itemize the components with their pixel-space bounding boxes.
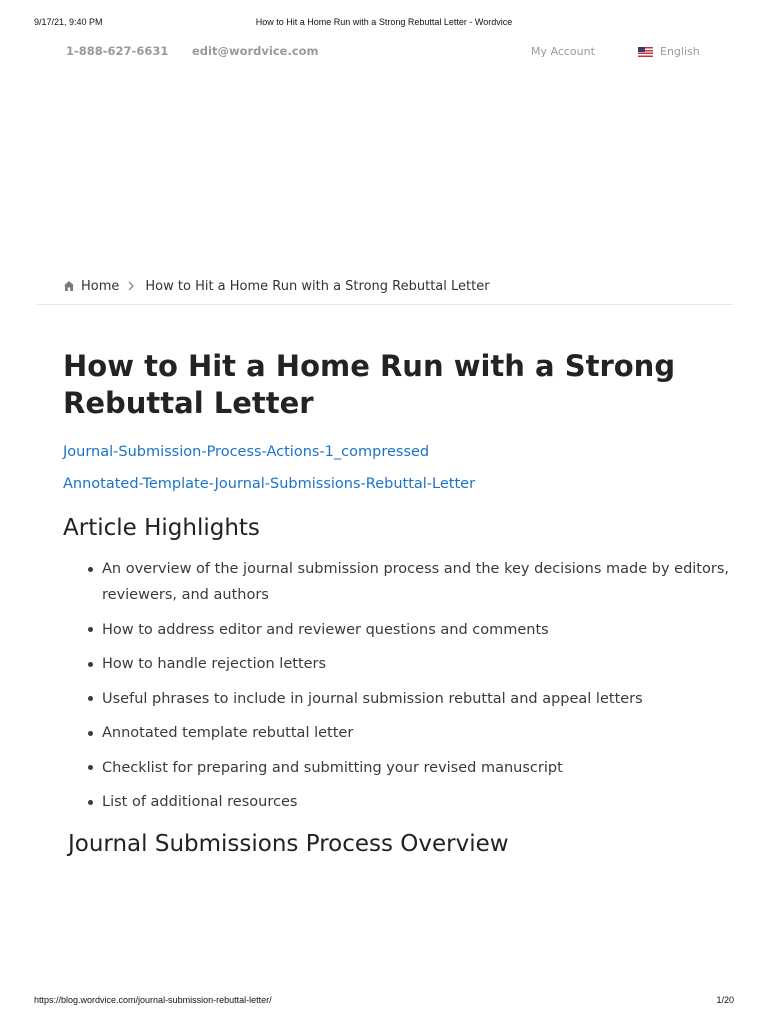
breadcrumb — [63, 278, 490, 294]
print-page-number: 1/20 — [716, 995, 734, 1005]
us-flag-icon — [638, 47, 653, 57]
list-item: Annotated template rebuttal letter — [102, 720, 742, 746]
list-item: Checklist for preparing and submitting your revised manuscript — [102, 755, 742, 781]
print-footer — [34, 995, 734, 1009]
print-header — [34, 17, 734, 31]
list-item: An overview of the journal submission process and the key decisions made by editors, reviewers, and authors — [102, 556, 742, 608]
attachment-link-annotated-template[interactable]: Annotated-Template-Journal-Submissions-Rebuttal-Letter — [63, 476, 476, 492]
print-page-title: How to Hit a Home Run with a Strong Rebuttal Letter - Wordvice — [255, 17, 513, 27]
language-label: English — [660, 45, 700, 58]
home-icon — [63, 280, 75, 292]
chevron-right-icon — [125, 280, 137, 292]
breadcrumb-current: How to Hit a Home Run with a Strong Rebuttal Letter — [145, 278, 490, 294]
highlights-heading: Article Highlights — [63, 515, 260, 541]
overview-heading: Journal Submissions Process Overview — [68, 831, 509, 857]
top-contact-bar — [0, 44, 768, 64]
list-item: How to address editor and reviewer questions and comments — [102, 617, 742, 643]
article-title: How to Hit a Home Run with a Strong Rebuttal Letter — [63, 349, 676, 420]
print-date: 9/17/21, 9:40 PM — [34, 17, 103, 27]
my-account-link[interactable]: My Account — [531, 45, 595, 58]
phone-link[interactable]: 1-888-627-6631 — [66, 44, 169, 58]
breadcrumb-home-link[interactable]: Home — [81, 278, 120, 294]
attachment-link-process-actions[interactable]: Journal-Submission-Process-Actions-1_compressed — [63, 444, 430, 460]
email-link[interactable]: edit@wordvice.com — [192, 44, 319, 58]
language-selector[interactable] — [638, 45, 700, 58]
list-item: How to handle rejection letters — [102, 651, 742, 677]
breadcrumb-divider — [37, 304, 733, 305]
highlights-list — [63, 556, 742, 824]
print-url: https://blog.wordvice.com/journal-submission-rebuttal-letter/ — [34, 995, 272, 1005]
list-item: Useful phrases to include in journal submission rebuttal and appeal letters — [102, 686, 742, 712]
list-item: List of additional resources — [102, 789, 742, 815]
